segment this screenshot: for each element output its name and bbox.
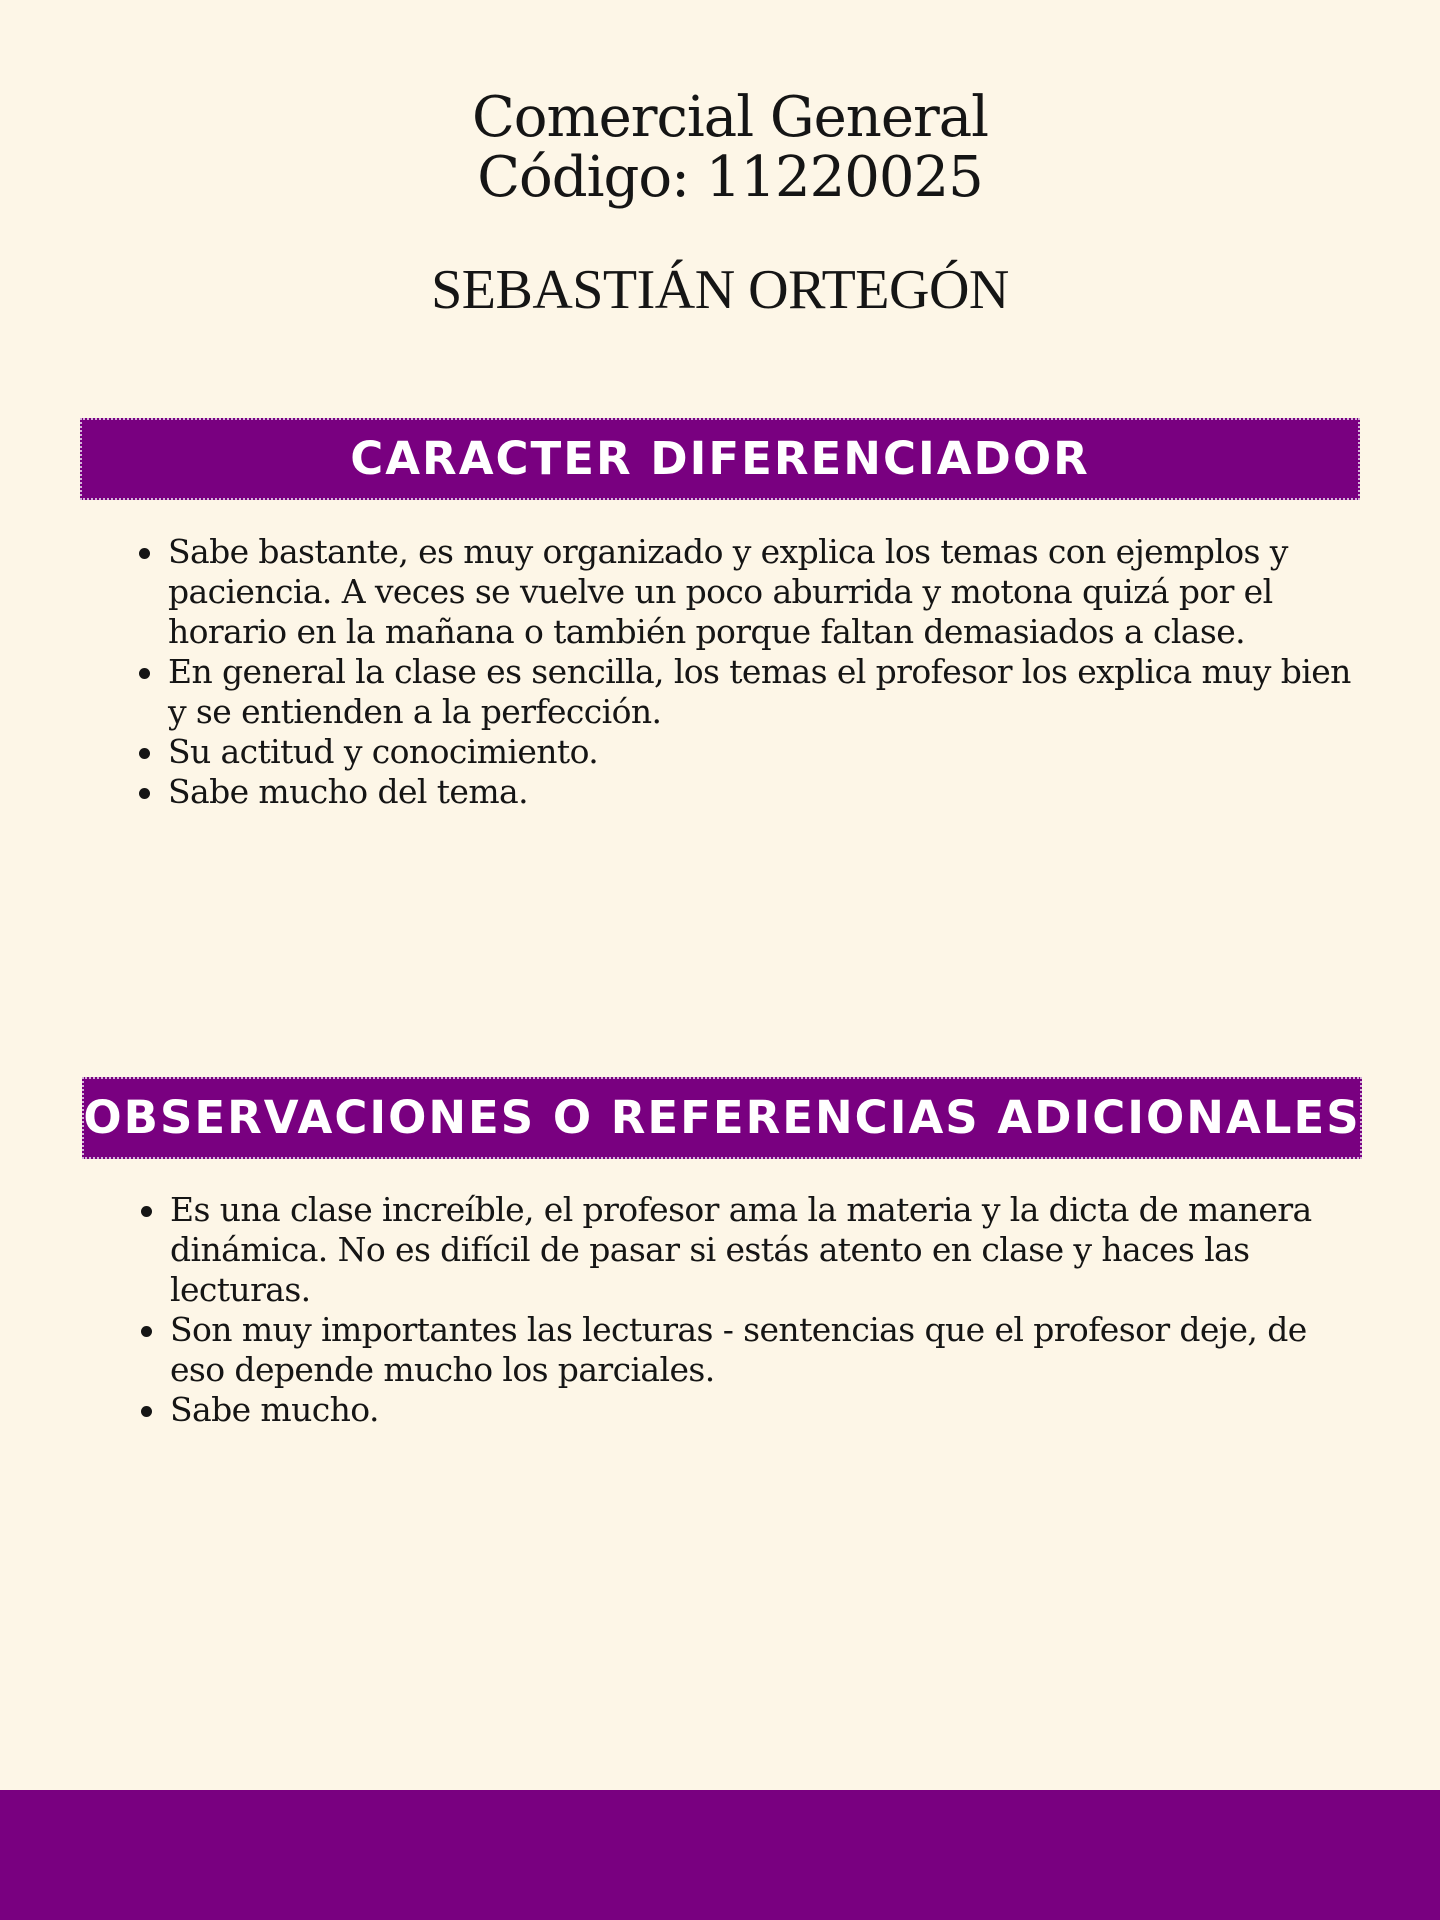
distinguishing-character-banner [80, 418, 1360, 500]
additional-observations-title: OBSERVACIONES O REFERENCIAS ADICIONALES [83, 1091, 1361, 1144]
additional-observations-banner [82, 1077, 1362, 1159]
distinguishing-character-list [168, 532, 1353, 812]
course-title: Comercial General [471, 85, 989, 150]
additional-observations-item-3: Sabe mucho. [170, 1390, 1355, 1430]
teacher-name: SEBASTIÁN ORTEGÓN [431, 259, 1009, 321]
footer-band [0, 1790, 1440, 1920]
distinguishing-character-item-4: Sabe mucho del tema. [168, 772, 1353, 812]
course-code: Código: 11220025 [477, 145, 983, 210]
distinguishing-character-title: CARACTER DIFERENCIADOR [350, 432, 1090, 485]
course-header [0, 85, 1440, 210]
distinguishing-character-item-2: En general la clase es sencilla, los temas el profesor los explica muy bien y se entienden a la perfección. [168, 652, 1353, 732]
additional-observations-item-1: Es una clase increíble, el profesor ama la materia y la dicta de manera dinámica. No es difícil de pasar si estás atento en clase y haces las lecturas. [170, 1190, 1355, 1310]
distinguishing-character-item-3: Su actitud y conocimiento. [168, 732, 1353, 772]
distinguishing-character-item-1: Sabe bastante, es muy organizado y explica los temas con ejemplos y paciencia. A veces se vuelve un poco aburrida y motona quizá por el horario en la mañana o también porque faltan demasiados a clase. [168, 532, 1353, 652]
additional-observations-item-2: Son muy importantes las lecturas - sentencias que el profesor deje, de eso depende mucho los parciales. [170, 1310, 1355, 1390]
additional-observations-list [170, 1190, 1355, 1430]
